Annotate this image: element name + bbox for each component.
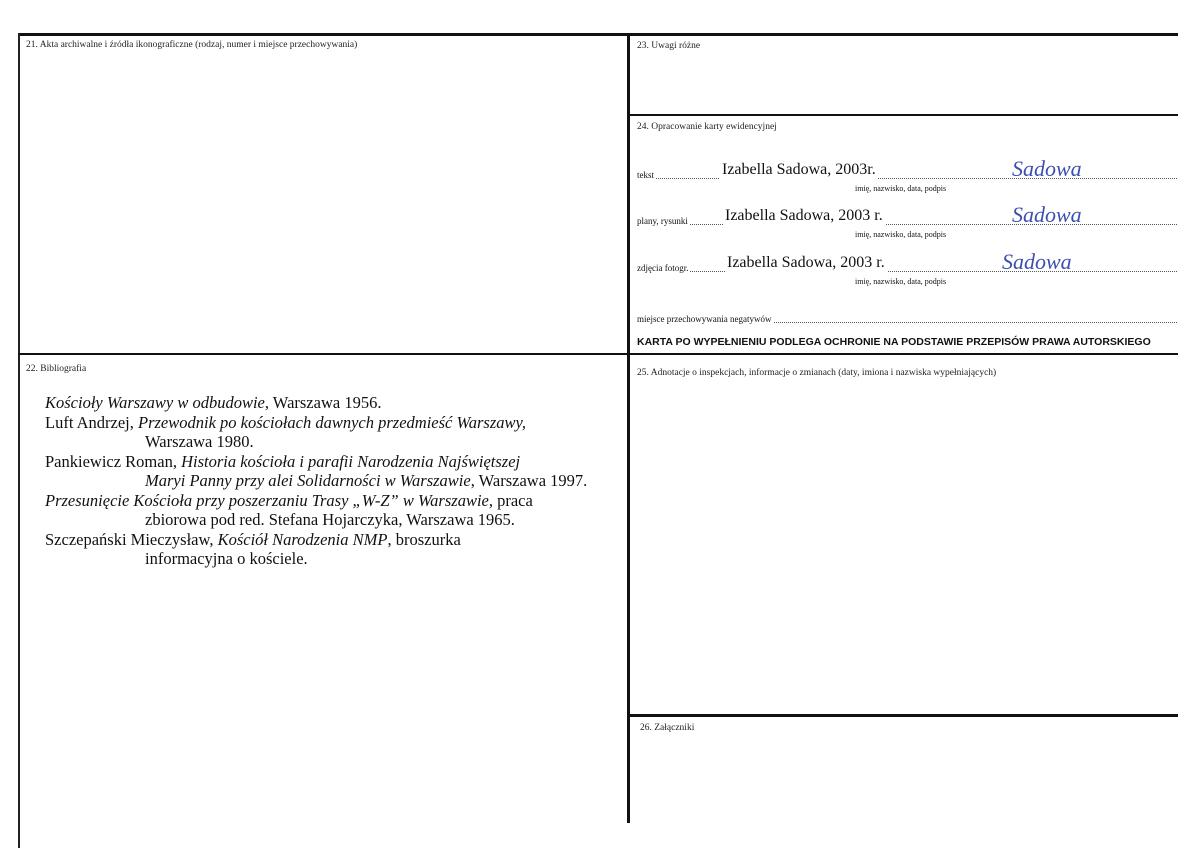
author-value: Izabella Sadowa, 2003r.	[722, 161, 876, 178]
signature: Sadowa	[1012, 156, 1082, 181]
author-value: Izabella Sadowa, 2003 r.	[725, 207, 883, 224]
card-row-photos	[637, 249, 1177, 286]
signature: Sadowa	[1002, 249, 1072, 274]
entry-title-cont: Maryi Panny przy alei Solidarności w Warszawie	[145, 471, 471, 490]
entry-author: Pankiewicz Roman,	[45, 451, 182, 471]
row-label: plany, rysunki	[637, 216, 688, 226]
entry-title: Kościoły Warszawy w odbudowie	[45, 393, 265, 412]
section-21-label: 21. Akta archiwalne i źródła ikonograficzne (rodzaj, numer i miejsce przechowywania)	[26, 40, 358, 50]
author-value: Izabella Sadowa, 2003 r.	[727, 254, 885, 271]
bibliography-entry	[45, 491, 605, 530]
bibliography-list	[45, 393, 605, 569]
entry-details-cont: , Warszawa 1997.	[470, 471, 588, 490]
entry-title: Przesunięcie Kościoła przy poszerzaniu Trasy „W-Z” w Warszawie	[45, 490, 489, 510]
entry-details: , praca	[488, 490, 533, 510]
row-sublabel: imię, nazwisko, data, podpis	[855, 230, 947, 239]
card-row-text	[637, 156, 1177, 193]
center-divider	[627, 33, 630, 823]
entry-title: Kościół Narodzenia NMP	[217, 529, 388, 549]
entry-details: , Warszawa 1956.	[264, 393, 382, 412]
dotted-line	[637, 224, 1177, 225]
divider-26	[627, 714, 1178, 717]
row-label: tekst	[637, 170, 654, 180]
divider-24	[627, 114, 1178, 116]
row-label: miejsce przechowywania negatywów	[637, 314, 772, 324]
card-row-plans	[637, 202, 1177, 239]
row-sublabel: imię, nazwisko, data, podpis	[855, 184, 947, 193]
copyright-notice: KARTA PO WYPEŁNIENIU PODLEGA OCHRONIE NA PODSTAWIE PRZEPISÓW PRAWA AUTORSKIEGO	[637, 336, 1151, 348]
entry-details: , broszurka	[387, 529, 461, 549]
entry-details-cont: informacyjna o kościele.	[145, 549, 308, 568]
left-border	[18, 33, 20, 848]
signature: Sadowa	[1012, 202, 1082, 227]
section-23-label: 23. Uwagi różne	[637, 41, 701, 51]
bibliography-entry	[45, 413, 605, 452]
dotted-line	[637, 271, 1177, 272]
divider-22	[18, 353, 1178, 355]
entry-title: Przewodnik po kościołach dawnych przedmieść Warszawy,	[138, 412, 527, 432]
section-26-label: 26. Załączniki	[640, 723, 695, 733]
entry-author: Szczepański Mieczysław,	[45, 529, 218, 549]
section-22-label: 22. Bibliografia	[26, 364, 87, 374]
top-border	[18, 33, 1178, 36]
bibliography-entry	[45, 393, 605, 413]
row-label: zdjęcia fotogr.	[637, 263, 689, 273]
bibliography-entry	[45, 530, 605, 569]
section-24-label: 24. Opracowanie karty ewidencyjnej	[637, 122, 777, 132]
entry-details-cont: zbiorowa pod red. Stefana Hojarczyka, Warszawa 1965.	[145, 510, 515, 529]
card-row-negatives	[637, 304, 1177, 326]
row-sublabel: imię, nazwisko, data, podpis	[855, 277, 947, 286]
entry-title: Historia kościoła i parafii Narodzenia Najświętszej	[181, 451, 521, 471]
bibliography-entry	[45, 452, 605, 491]
section-25-label: 25. Adnotacje o inspekcjach, informacje o zmianach (daty, imiona i nazwiska wypełniających)	[637, 368, 997, 378]
entry-details-cont: Warszawa 1980.	[145, 432, 254, 451]
dotted-line	[637, 178, 1177, 179]
entry-author: Luft Andrzej,	[45, 412, 139, 432]
